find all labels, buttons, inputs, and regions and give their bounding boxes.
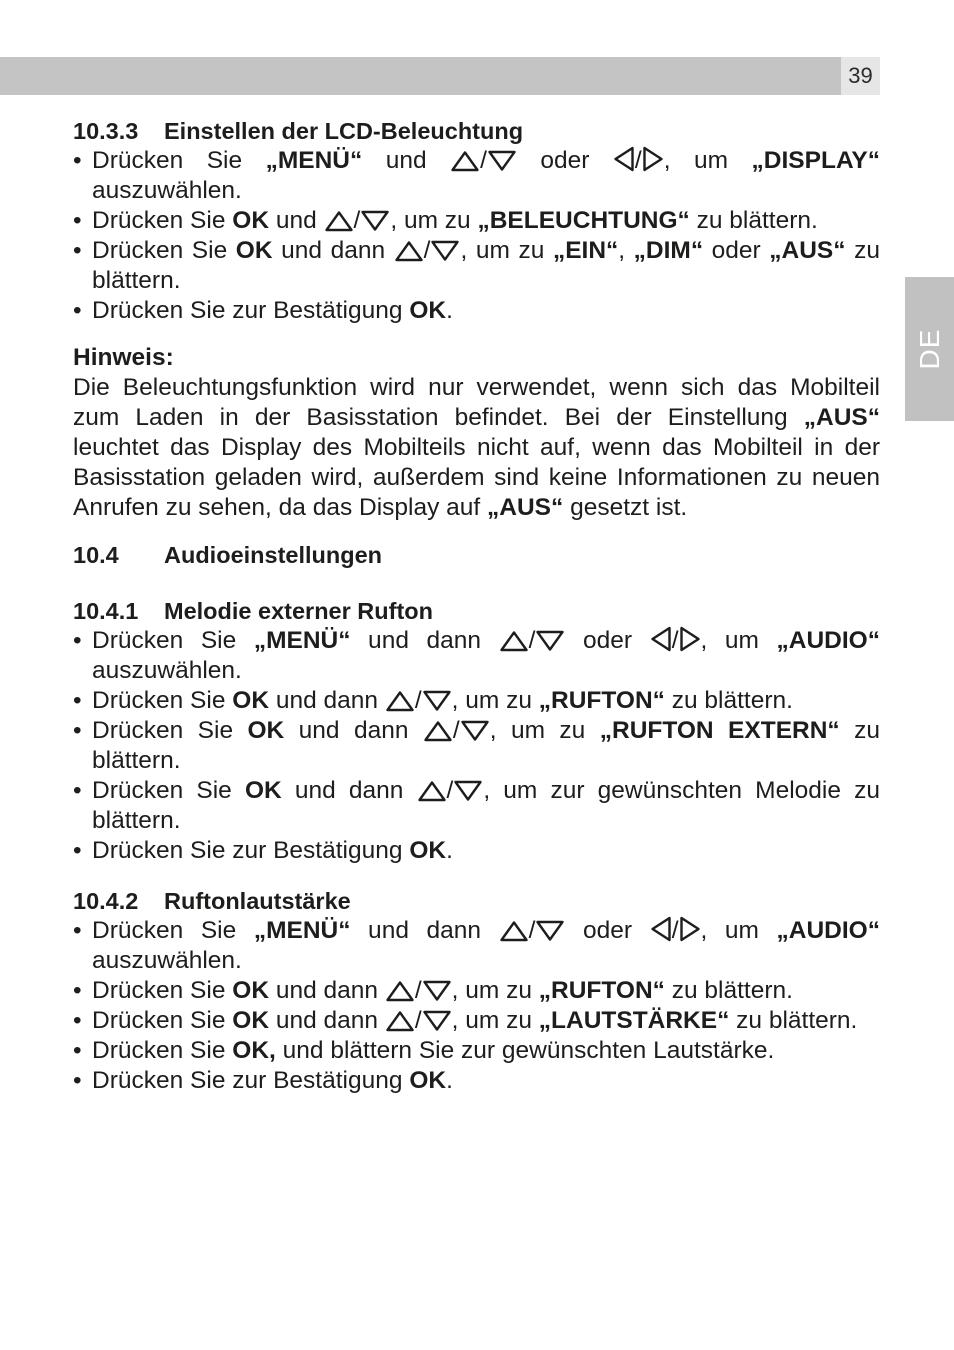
instruction-text: . <box>446 837 453 864</box>
instruction-item <box>73 716 880 776</box>
instruction-text: , um zu <box>451 977 539 1004</box>
instruction-text: , um zu <box>460 237 553 264</box>
left-triangle-icon <box>613 146 635 172</box>
bullet-marker: • <box>73 147 82 174</box>
instruction-text: Drücken Sie <box>92 1007 233 1034</box>
instruction-item <box>73 776 880 836</box>
instruction-text: und dann <box>269 977 385 1004</box>
up-triangle-icon <box>385 690 415 712</box>
note-block <box>73 343 880 523</box>
key-label: OK <box>232 977 270 1004</box>
instruction-item <box>73 976 880 1006</box>
instruction-text: und dann <box>281 777 417 804</box>
section-number: 10.3.3 <box>73 118 139 144</box>
key-label: OK <box>244 777 282 804</box>
down-triangle-icon <box>535 630 565 652</box>
separator-slash: / <box>414 977 422 1004</box>
instruction-body <box>92 977 793 1004</box>
down-triangle-icon <box>430 240 460 262</box>
instruction-text: und dann <box>269 1007 385 1034</box>
instruction-text: zu blättern. <box>689 207 818 234</box>
instruction-text: auszuwählen. <box>92 947 242 974</box>
down-triangle-icon <box>535 920 565 942</box>
instruction-item <box>73 1036 880 1066</box>
bullet-marker: • <box>73 717 82 744</box>
section-heading <box>73 116 880 146</box>
bullet-marker: • <box>73 297 82 324</box>
instruction-item <box>73 1006 880 1036</box>
arrow-key-pair <box>499 917 566 944</box>
instruction-text: leuchtet das Display des Mobilteils nicht auf, wenn das Mobilteil in der Basisstation geladen wird, außerdem sind keine Informationen zu neuen Anrufen zu sehen, da das Display auf <box>73 434 880 521</box>
down-triangle-icon <box>422 1010 452 1032</box>
up-triangle-icon <box>394 240 424 262</box>
key-label: „AUS“ <box>769 237 846 264</box>
arrow-key-pair <box>417 777 484 804</box>
instruction-body <box>92 837 453 864</box>
instruction-text: und dann <box>350 917 499 944</box>
instruction-list <box>73 146 880 326</box>
key-label: OK, <box>232 1037 276 1064</box>
instruction-text: , um <box>700 627 777 654</box>
key-label: OK <box>232 687 270 714</box>
instruction-text: . <box>446 297 453 324</box>
instruction-text: Drücken Sie <box>92 717 248 744</box>
arrow-key-pair <box>394 237 461 264</box>
instruction-text: , um zu <box>489 717 600 744</box>
up-triangle-icon <box>417 780 447 802</box>
language-tab <box>905 277 954 421</box>
key-label: OK <box>409 837 447 864</box>
instruction-item <box>73 836 880 866</box>
key-label: „LAUTSTÄRKE“ <box>538 1007 730 1034</box>
instruction-text: Drücken Sie <box>92 917 254 944</box>
instruction-text: , um <box>700 917 777 944</box>
instruction-text: gesetzt ist. <box>563 494 688 521</box>
instruction-text: Drücken Sie zur Bestätigung <box>92 837 410 864</box>
section-title: Audioeinstellungen <box>164 542 383 568</box>
instruction-body <box>92 1067 453 1094</box>
instruction-body <box>92 207 818 234</box>
key-label: „MENÜ“ <box>253 917 351 944</box>
up-triangle-icon <box>385 1010 415 1032</box>
separator-slash: / <box>671 627 679 654</box>
instruction-text: und dann <box>272 237 394 264</box>
section-10-4 <box>73 540 880 570</box>
separator-slash: / <box>414 1007 422 1034</box>
instruction-item <box>73 236 880 296</box>
instruction-text: oder <box>516 147 613 174</box>
section-10-4-2 <box>73 886 880 1096</box>
instruction-text: , um zu <box>390 207 478 234</box>
instruction-body <box>92 147 880 204</box>
key-label: „RUFTON“ <box>538 977 665 1004</box>
instruction-text: oder <box>703 237 770 264</box>
separator-slash: / <box>414 687 422 714</box>
instruction-text: Drücken Sie <box>92 147 266 174</box>
arrow-key-pair <box>650 917 701 944</box>
instruction-body <box>92 1007 857 1034</box>
instruction-text: und <box>362 147 451 174</box>
up-triangle-icon <box>499 920 529 942</box>
down-triangle-icon <box>360 210 390 232</box>
key-label: OK <box>232 1007 270 1034</box>
separator-slash: / <box>423 237 431 264</box>
key-label: „RUFTON“ <box>538 687 665 714</box>
up-triangle-icon <box>450 150 480 172</box>
section-number: 10.4.2 <box>73 888 139 914</box>
instruction-text: zu blättern. <box>664 687 793 714</box>
instruction-item <box>73 626 880 686</box>
key-label: OK <box>235 237 273 264</box>
instruction-body <box>92 627 880 684</box>
separator-slash: / <box>452 717 460 744</box>
instruction-text: und <box>269 207 324 234</box>
down-triangle-icon <box>422 980 452 1002</box>
instruction-text: Drücken Sie <box>92 1037 233 1064</box>
arrow-key-pair <box>423 717 490 744</box>
section-heading <box>73 540 880 570</box>
instruction-text: auszuwählen. <box>92 177 242 204</box>
instruction-text: , um <box>663 147 752 174</box>
section-number: 10.4 <box>73 542 119 568</box>
instruction-text: Drücken Sie <box>92 777 245 804</box>
instruction-text: Drücken Sie <box>92 207 233 234</box>
instruction-text: Drücken Sie zur Bestätigung <box>92 297 410 324</box>
instruction-body <box>92 687 793 714</box>
instruction-text: Drücken Sie <box>92 627 254 654</box>
instruction-text: , um zur gewünschten Melodie zu blättern. <box>92 777 880 834</box>
instruction-text: zu blättern. <box>729 1007 858 1034</box>
arrow-key-pair <box>324 207 391 234</box>
instruction-body <box>92 717 880 774</box>
separator-slash: / <box>528 627 536 654</box>
right-triangle-icon <box>679 626 701 652</box>
instruction-item <box>73 296 880 326</box>
separator-slash: / <box>353 207 361 234</box>
bullet-marker: • <box>73 687 82 714</box>
instruction-item <box>73 206 880 236</box>
separator-slash: / <box>634 147 642 174</box>
language-tab-label: DE <box>913 328 945 370</box>
note-text <box>73 373 880 523</box>
section-title: Ruftonlautstärke <box>164 888 351 914</box>
instruction-text: und dann <box>284 717 423 744</box>
instruction-text: auszuwählen. <box>92 657 242 684</box>
section-title: Einstellen der LCD-Beleuchtung <box>164 118 524 144</box>
instruction-list <box>73 916 880 1096</box>
section-heading <box>73 596 880 626</box>
arrow-key-pair <box>499 627 566 654</box>
instruction-body <box>92 917 880 974</box>
bullet-marker: • <box>73 1037 82 1064</box>
up-triangle-icon <box>499 630 529 652</box>
key-label: OK <box>409 297 447 324</box>
note-label: Hinweis: <box>73 344 174 371</box>
down-triangle-icon <box>422 690 452 712</box>
instruction-body <box>92 297 453 324</box>
down-triangle-icon <box>460 720 490 742</box>
separator-slash: / <box>671 917 679 944</box>
key-label: „AUDIO“ <box>776 627 880 654</box>
up-triangle-icon <box>385 980 415 1002</box>
key-label: „AUS“ <box>487 494 564 521</box>
instruction-text: , um zu <box>451 687 539 714</box>
separator-slash: / <box>446 777 454 804</box>
instruction-text: zu blättern. <box>664 977 793 1004</box>
down-triangle-icon <box>453 780 483 802</box>
instruction-text: zu blättern. <box>92 717 880 774</box>
section-heading <box>73 886 880 916</box>
key-label: „DIM“ <box>633 237 704 264</box>
separator-slash: / <box>528 917 536 944</box>
arrow-key-pair <box>385 687 452 714</box>
down-triangle-icon <box>487 150 517 172</box>
instruction-body <box>92 1037 774 1064</box>
section-10-4-1 <box>73 596 880 866</box>
key-label: „AUS“ <box>803 404 880 431</box>
key-label: „MENÜ“ <box>253 627 351 654</box>
key-label: „RUFTON EXTERN“ <box>599 717 840 744</box>
instruction-item <box>73 686 880 716</box>
instruction-text: , um zu <box>451 1007 539 1034</box>
up-triangle-icon <box>324 210 354 232</box>
instruction-text: und dann <box>269 687 385 714</box>
page-number: 39 <box>841 57 880 95</box>
instruction-text: . <box>446 1067 453 1094</box>
arrow-key-pair <box>385 977 452 1004</box>
instruction-body <box>92 237 880 294</box>
header-bar <box>0 57 880 95</box>
instruction-text: oder <box>565 627 650 654</box>
key-label: „EIN“ <box>552 237 619 264</box>
key-label: OK <box>247 717 285 744</box>
section-number: 10.4.1 <box>73 598 139 624</box>
left-triangle-icon <box>650 916 672 942</box>
instruction-item <box>73 146 880 206</box>
page-content <box>73 116 880 1096</box>
instruction-text: oder <box>565 917 650 944</box>
instruction-list <box>73 626 880 866</box>
instruction-text: Drücken Sie <box>92 977 233 1004</box>
bullet-marker: • <box>73 917 82 944</box>
left-triangle-icon <box>650 626 672 652</box>
instruction-body <box>92 777 880 834</box>
bullet-marker: • <box>73 977 82 1004</box>
instruction-text: Drücken Sie zur Bestätigung <box>92 1067 410 1094</box>
arrow-key-pair <box>650 627 701 654</box>
instruction-item <box>73 916 880 976</box>
bullet-marker: • <box>73 237 82 264</box>
instruction-text: und dann <box>350 627 499 654</box>
bullet-marker: • <box>73 1067 82 1094</box>
instruction-text: zu blättern. <box>92 237 880 294</box>
instruction-text: Drücken Sie <box>92 687 233 714</box>
key-label: „MENÜ“ <box>265 147 363 174</box>
bullet-marker: • <box>73 627 82 654</box>
arrow-key-pair <box>385 1007 452 1034</box>
instruction-text: , <box>618 237 634 264</box>
instruction-item <box>73 1066 880 1096</box>
key-label: OK <box>232 207 270 234</box>
key-label: „DISPLAY“ <box>751 147 880 174</box>
up-triangle-icon <box>423 720 453 742</box>
instruction-text: Drücken Sie <box>92 237 236 264</box>
arrow-key-pair <box>450 147 517 174</box>
key-label: „BELEUCHTUNG“ <box>477 207 690 234</box>
bullet-marker: • <box>73 1007 82 1034</box>
arrow-key-pair <box>613 147 664 174</box>
section-title: Melodie externer Rufton <box>164 598 433 624</box>
right-triangle-icon <box>679 916 701 942</box>
bullet-marker: • <box>73 837 82 864</box>
section-10-3-3 <box>73 116 880 523</box>
separator-slash: / <box>480 147 487 174</box>
key-label: OK <box>409 1067 447 1094</box>
instruction-text: Die Beleuchtungsfunktion wird nur verwendet, wenn sich das Mobilteil zum Laden in der Basisstation befindet. Bei der Einstellung <box>73 374 880 431</box>
bullet-marker: • <box>73 777 82 804</box>
instruction-text: und blättern Sie zur gewünschten Lautstärke. <box>275 1037 775 1064</box>
bullet-marker: • <box>73 207 82 234</box>
right-triangle-icon <box>642 146 664 172</box>
key-label: „AUDIO“ <box>776 917 880 944</box>
